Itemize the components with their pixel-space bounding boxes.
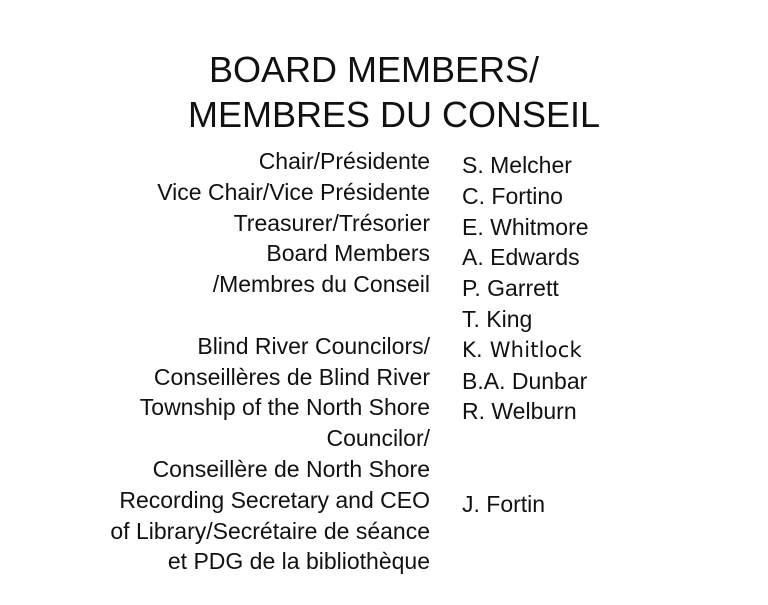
member-name: C. Fortino <box>462 182 563 209</box>
role-north-shore-township: Township of the North Shore <box>139 394 430 421</box>
member-name: A. Edwards <box>462 244 580 271</box>
role-blind-river-councilors-fr: Conseillères de Blind River <box>153 363 430 390</box>
member-name: S. Melcher <box>462 152 572 178</box>
member-name: T. King <box>462 305 533 332</box>
member-name: K. Whitlock <box>462 337 582 362</box>
member-name: J. Fortin <box>462 490 546 517</box>
role-treasurer: Treasurer/Trésorier <box>233 209 430 236</box>
role-north-shore-councilor-fr: Conseillère de North Shore <box>152 455 430 482</box>
member-name: R. Welburn <box>462 398 577 425</box>
page-title-line-1: BOARD MEMBERS/ <box>208 49 540 90</box>
name-spacer <box>462 458 762 489</box>
role-recording-secretary-fr-2: et PDG de la bibliothèque <box>167 548 430 575</box>
role-board-members: Board Members <box>266 240 430 267</box>
roles-column <box>10 146 430 577</box>
page-title-line-2: MEMBRES DU CONSEIL <box>187 94 601 135</box>
name-spacer <box>462 427 762 458</box>
names-column <box>462 150 762 520</box>
role-spacer <box>10 300 430 331</box>
role-board-members-fr: /Membres du Conseil <box>212 271 430 298</box>
role-recording-secretary-fr-1: of Library/Secrétaire de séance <box>110 517 430 544</box>
role-vice-chair: Vice Chair/Vice Présidente <box>157 178 430 205</box>
role-north-shore-councilor: Councilor/ <box>326 425 430 452</box>
role-recording-secretary: Recording Secretary and CEO <box>119 486 430 513</box>
member-name: E. Whitmore <box>462 213 589 240</box>
member-name: B.A. Dunbar <box>462 367 588 394</box>
role-blind-river-councilors: Blind River Councilors/ <box>197 332 430 359</box>
role-chair: Chair/Présidente <box>258 148 430 174</box>
member-name: P. Garrett <box>462 275 559 302</box>
